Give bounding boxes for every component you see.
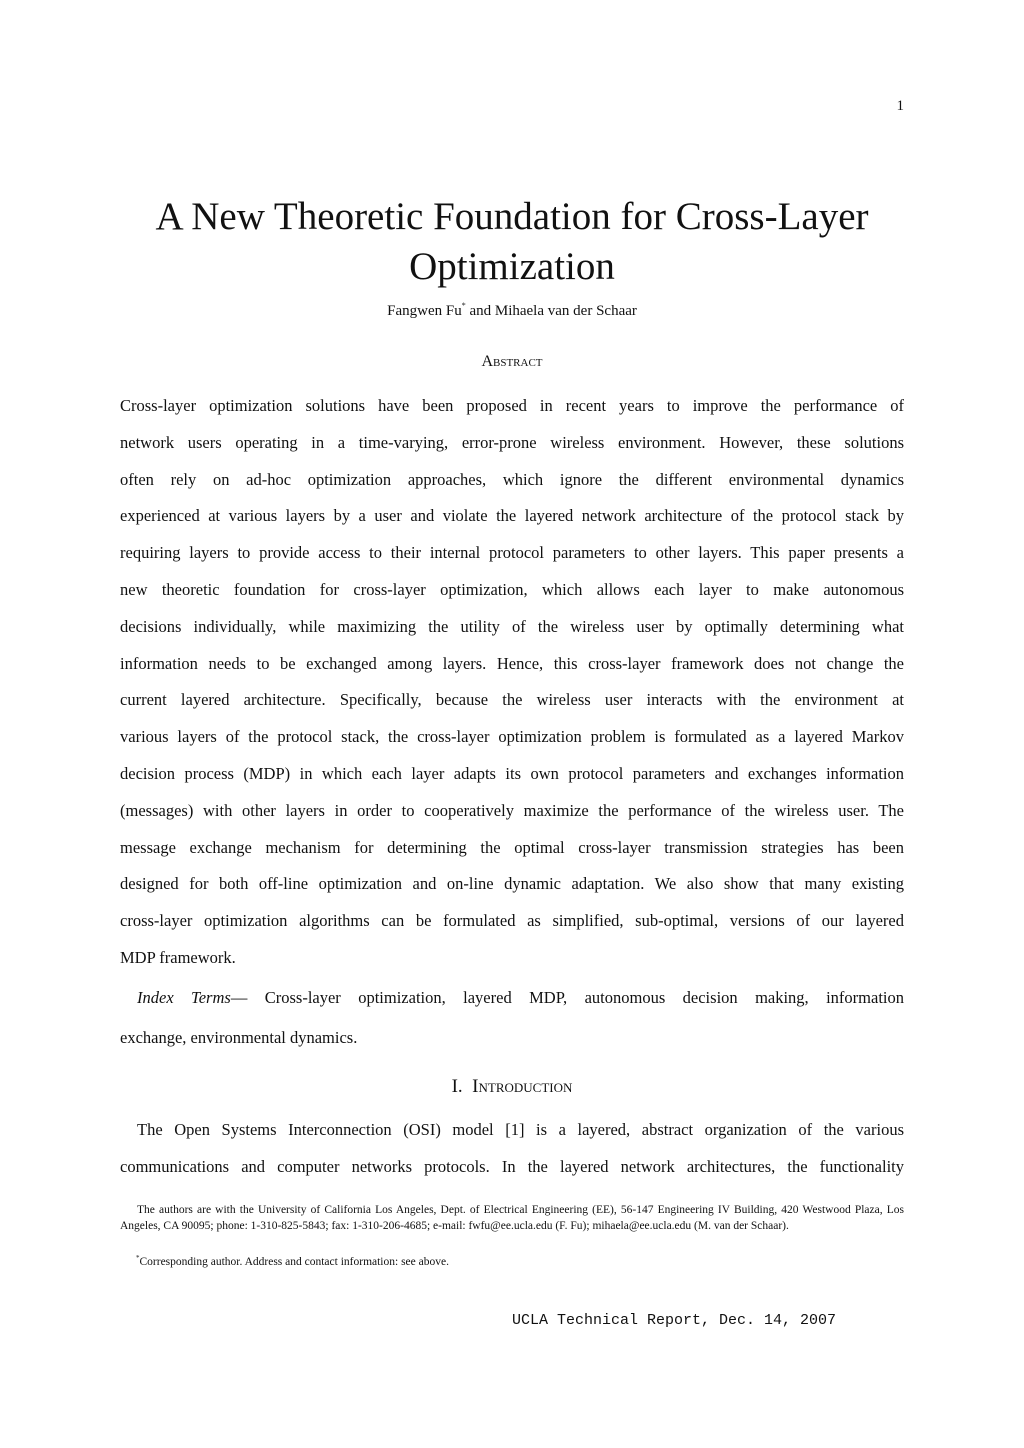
- index-terms-label: Index Terms: [137, 988, 231, 1007]
- index-terms-line-1: Index Terms— Cross-layer optimization, layered MDP, autonomous decision making, information: [137, 988, 904, 1007]
- abstract-line: decision process (MDP) in which each layer adapts its own protocol parameters and exchanges information: [120, 764, 904, 783]
- report-footer: UCLA Technical Report, Dec. 14, 2007: [512, 1312, 837, 1329]
- abstract-line: current layered architecture. Specifically, because the wireless user interacts with the environment at: [120, 690, 904, 710]
- abstract-line: cross-layer optimization algorithms can be formulated as simplified, sub-optimal, versions of our layered: [120, 911, 904, 931]
- abstract-line: decisions individually, while maximizing the utility of the wireless user by optimally determining what: [120, 616, 904, 636]
- abstract-line: message exchange mechanism for determining the optimal cross-layer transmission strategies has been: [120, 837, 904, 857]
- authors: [0, 301, 1024, 320]
- corresponding-mark: *: [461, 301, 466, 310]
- footnote-affiliation: The authors are with the University of California Los Angeles, Dept. of Electrical Engineering (EE), 56-147 Engineering IV Building, 420 Westwood Plaza, Los Angeles, CA 90095; phone: 1-310-825-5843; fax: 1-310-206-4685; e-mail: fwfu@ee.ucla.edu (F. Fu); mihaela@ee.ucla.edu (M. van der Schaar).: [120, 1204, 904, 1232]
- index-terms-line-2: exchange, environmental dynamics.: [120, 1028, 358, 1047]
- abstract-line: network users operating in a time-varying, error-prone wireless environment. However, these solutions: [120, 432, 904, 452]
- abstract-line: various layers of the protocol stack, the cross-layer optimization problem is formulated as a layered Markov: [120, 727, 904, 747]
- abstract-line: information needs to be exchanged among layers. Hence, this cross-layer framework does not change the: [120, 653, 904, 673]
- abstract-line: designed for both off-line optimization and on-line dynamic adaptation. We also show that many existing: [120, 874, 904, 894]
- intro-line-2: communications and computer networks protocols. In the layered network architectures, the functionality: [120, 1157, 904, 1176]
- abstract-line: MDP framework.: [120, 948, 236, 967]
- paper-title: A New Theoretic Foundation for Cross-Layer Optimization: [155, 195, 869, 288]
- abstract-line: new theoretic foundation for cross-layer optimization, which allows each layer to make autonomous: [120, 580, 904, 599]
- abstract-line: experienced at various layers by a user and violate the layered network architecture of the protocol stack by: [120, 506, 904, 526]
- abstract-heading: Abstract: [481, 353, 543, 370]
- abstract-line: often rely on ad-hoc optimization approaches, which ignore the different environmental dynamics: [120, 469, 904, 489]
- section-heading: I. Introduction: [451, 1076, 573, 1097]
- page-number: 1: [896, 98, 904, 114]
- author-1: Fangwen Fu: [387, 303, 462, 319]
- abstract-line: (messages) with other layers in order to cooperatively maximize the performance of the wireless user. The: [120, 800, 904, 820]
- abstract-line: requiring layers to provide access to their internal protocol parameters to other layers. This paper presents a: [120, 543, 904, 563]
- abstract-line: Cross-layer optimization solutions have been proposed in recent years to improve the performance of: [120, 396, 904, 415]
- intro-line-1: The Open Systems Interconnection (OSI) model [1] is a layered, abstract organization of the various: [137, 1120, 904, 1139]
- footnote-corresponding: *Corresponding author. Address and contact information: see above.: [136, 1254, 449, 1268]
- author-2: and Mihaela van der Schaar: [465, 303, 637, 319]
